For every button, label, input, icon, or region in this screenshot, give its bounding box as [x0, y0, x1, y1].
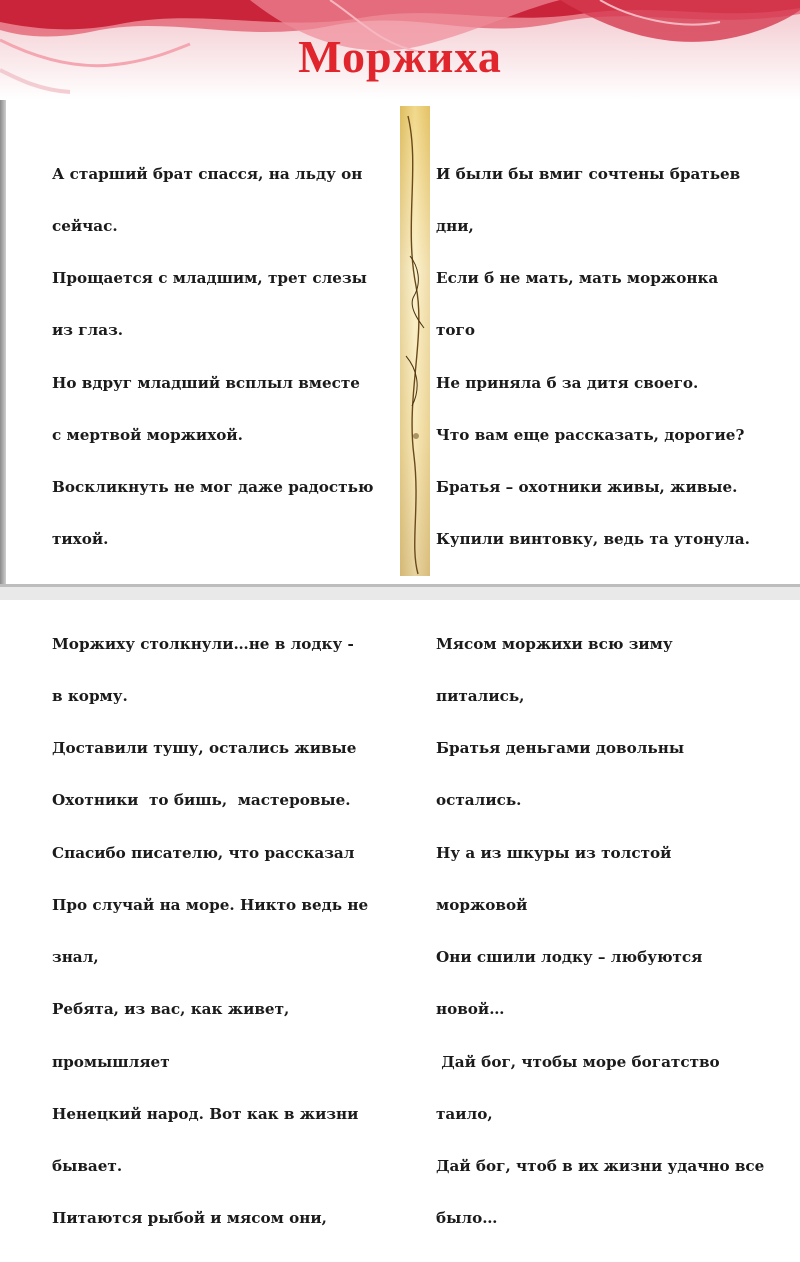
poem-line: было… [436, 1209, 498, 1228]
poem-line: из глаз. [52, 321, 124, 340]
poem-right-column [436, 131, 796, 1262]
poem-line: питались, [436, 687, 525, 705]
poem-line: Воскликнуть не мог даже радостью [52, 478, 374, 497]
poem-line: Ребята, из вас, как живет, [52, 1000, 290, 1019]
poem-line: новой… [436, 1000, 505, 1019]
poem-line: Но вдруг младший всплыл вместе [52, 373, 360, 392]
poem-line: Они сшили лодку – любуются [436, 948, 703, 967]
poem-line: Доставили тушу, остались живые [52, 739, 357, 758]
poem-line: Ненецкий народ. Вот как в жизни [52, 1104, 359, 1123]
poem-line: бывает. [52, 1156, 123, 1175]
poem-line: Купили винтовку, ведь та утонула. [436, 530, 750, 549]
slide-title: Моржиха [298, 31, 502, 82]
poem-line: сейчас. [52, 217, 118, 236]
poem-line: Прощается с младшим, трет слезы [52, 269, 367, 288]
poem-line: того [436, 321, 475, 340]
poem-line: остались. [436, 791, 522, 810]
poem-line: дни, [436, 217, 474, 236]
poem-line: тихой. [52, 530, 109, 549]
poem-line: Ну а из шкуры из толстой [436, 843, 672, 862]
poem-line: Если б не мать, мать моржонка [436, 269, 719, 288]
poem-line: Братья деньгами довольны [436, 739, 685, 758]
poem-line: Что вам еще рассказать, дорогие? [436, 425, 745, 444]
quill-pen-image [400, 106, 430, 576]
poem-line: Мясом моржихи всю зиму [436, 634, 673, 653]
poem-line: А старший брат спасся, на льду он [52, 164, 363, 183]
poem-line: промышляет [52, 1052, 170, 1071]
poem-line: Охотники то бишь, мастеровые. [52, 791, 351, 810]
poem-left-column [52, 131, 407, 1262]
poem-line: в корму. [52, 687, 128, 705]
bottom-decorative-border [0, 584, 800, 600]
poem-line: знал, [52, 948, 99, 967]
poem-line: Дай бог, чтобы море богатство [436, 1052, 720, 1071]
poem-line: Моржиху столкнули…не в лодку - [52, 634, 354, 653]
poem-line: Про случай на море. Никто ведь не [52, 895, 369, 914]
poem-line: Питаются рыбой и мясом они, [52, 1209, 327, 1228]
poem-line: Спасибо писателю, что рассказал [52, 843, 355, 862]
poem-line: моржовой [436, 895, 528, 914]
poem-line: таило, [436, 1104, 493, 1123]
poem-line: Не приняла б за дитя своего. [436, 373, 699, 392]
poem-line: И были бы вмиг сочтены братьев [436, 164, 741, 183]
poem-line: Братья – охотники живы, живые. [436, 478, 738, 497]
poem-line: Дай бог, чтоб в их жизни удачно все [436, 1156, 765, 1175]
poem-line: с мертвой моржихой. [52, 425, 243, 444]
